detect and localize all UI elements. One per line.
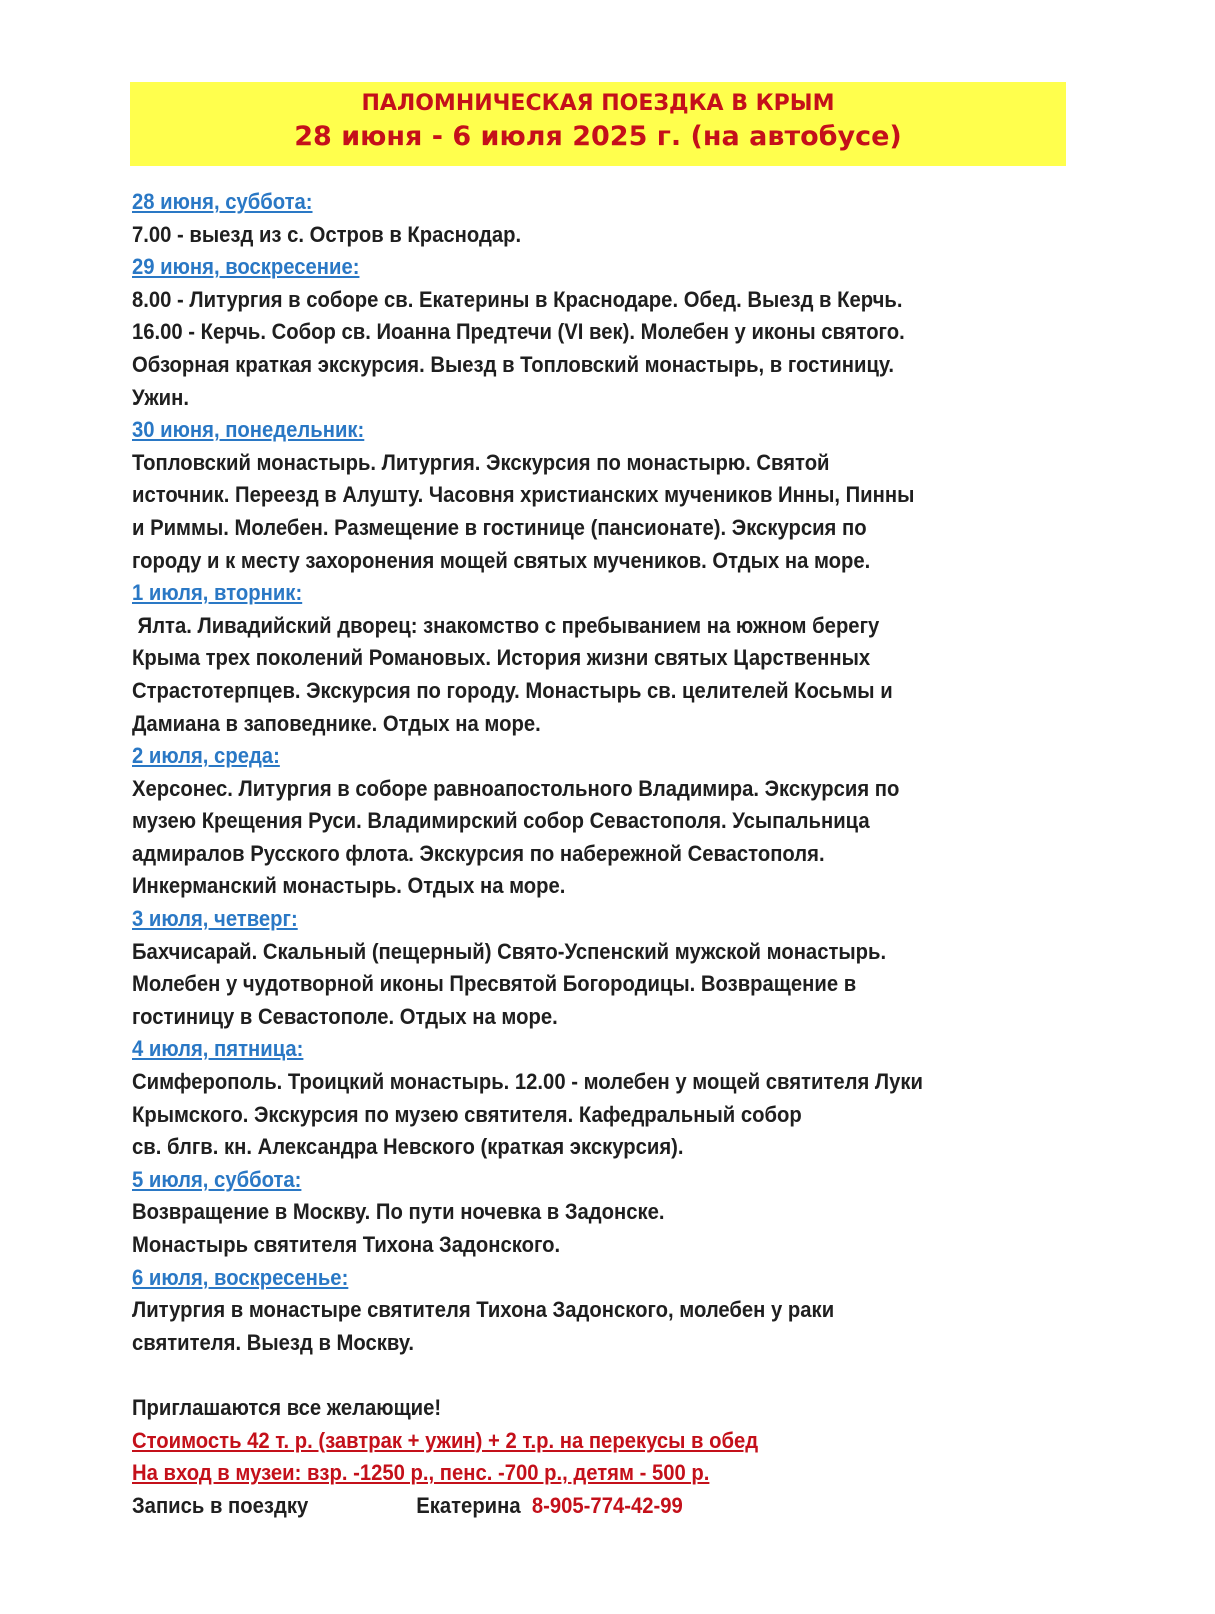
day-description-line: Топловский монастырь. Литургия. Экскурсия по монастырю. Святой xyxy=(132,449,830,475)
day-description-line: св. блгв. кн. Александра Невского (краткая экскурсия). xyxy=(132,1134,684,1160)
day-description-line: адмиралов Русского флота. Экскурсия по набережной Севастополя. xyxy=(132,840,825,866)
day-description-line: 16.00 - Керчь. Собор св. Иоанна Предтечи (VI век). Молебен у иконы святого. xyxy=(132,319,905,345)
day-description-line: Херсонес. Литургия в соборе равноапостольного Владимира. Экскурсия по xyxy=(132,775,900,801)
signup-prefix: Запись в поездку xyxy=(132,1492,309,1518)
day-heading: 6 июля, воскресенье: xyxy=(132,1264,349,1290)
invite-text: Приглашаются все желающие! xyxy=(132,1394,442,1420)
schedule-body xyxy=(132,186,978,1522)
page-title: ПАЛОМНИЧЕСКАЯ ПОЕЗДКА В КРЫМ xyxy=(361,91,835,116)
day-description-line: Страстотерпцев. Экскурсия по городу. Монастырь св. целителей Косьмы и xyxy=(132,677,893,703)
day-description-line: источник. Переезд в Алушту. Часовня христианских мучеников Инны, Пинны xyxy=(132,482,915,508)
day-description-line: Молебен у чудотворной иконы Пресвятой Богородицы. Возвращение в xyxy=(132,971,857,997)
day-heading: 2 июля, среда: xyxy=(132,743,280,769)
day-description-line: Обзорная краткая экскурсия. Выезд в Топловский монастырь, в гостиницу. xyxy=(132,351,895,377)
day-description-line: 8.00 - Литургия в соборе св. Екатерины в Краснодаре. Обед. Выезд в Керчь. xyxy=(132,286,903,312)
day-description-line: Монастырь святителя Тихона Задонского. xyxy=(132,1232,561,1257)
day-description-line: гостиницу в Севастополе. Отдых на море. xyxy=(132,1003,558,1029)
redacted-area xyxy=(308,1496,416,1518)
day-heading: 1 июля, вторник: xyxy=(132,580,303,606)
day-description-line: Симферополь. Троицкий монастырь. 12.00 - молебен у мощей святителя Луки xyxy=(132,1069,923,1095)
day-description-line: Крыма трех поколений Романовых. История жизни святых Царственных xyxy=(132,645,871,671)
day-heading: 3 июля, четверг: xyxy=(132,906,298,932)
day-description-line: Литургия в монастыре святителя Тихона Задонского, молебен у раки xyxy=(132,1297,835,1323)
price-line: Стоимость 42 т. р. (завтрак + ужин) + 2 т.р. на перекусы в обед xyxy=(132,1427,759,1453)
signup-line xyxy=(132,1490,978,1523)
phone-number[interactable]: 8-905-774-42-99 xyxy=(531,1492,683,1518)
day-description-line: святителя. Выезд в Москву. xyxy=(132,1329,414,1355)
day-description-line: городу и к месту захоронения мощей святых мучеников. Отдых на море. xyxy=(132,547,871,573)
day-heading: 4 июля, пятница: xyxy=(132,1036,304,1062)
title-banner xyxy=(130,82,1066,166)
day-description-line: Крымского. Экскурсия по музею святителя. Кафедральный собор xyxy=(132,1101,802,1127)
day-description-line: Инкерманский монастырь. Отдых на море. xyxy=(132,873,566,899)
day-heading: 28 июня, суббота: xyxy=(132,189,313,214)
day-description-line: Дамиана в заповеднике. Отдых на море. xyxy=(132,710,541,736)
day-description-line: Возвращение в Москву. По пути ночевка в Задонске. xyxy=(132,1199,665,1225)
day-description-line: Ужин. xyxy=(132,384,189,410)
day-heading: 5 июля, суббота: xyxy=(132,1166,302,1192)
day-description-line: Ялта. Ливадийский дворец: знакомство с пребыванием на южном берегу xyxy=(132,612,880,638)
day-description-line: 7.00 - выезд из с. Остров в Краснодар. xyxy=(132,221,522,247)
day-description-line: музею Крещения Руси. Владимирский собор Севастополя. Усыпальница xyxy=(132,808,870,834)
spacer xyxy=(132,1359,978,1392)
day-heading: 30 июня, понедельник: xyxy=(132,417,365,443)
day-description-line: Бахчисарай. Скальный (пещерный) Свято-Успенский мужской монастырь. xyxy=(132,938,887,964)
museum-price-line: На вход в музеи: взр. -1250 р., пенс. -700 р., детям - 500 р. xyxy=(132,1460,710,1486)
day-description-line: и Риммы. Молебен. Размещение в гостинице (пансионате). Экскурсия по xyxy=(132,514,867,540)
contact-name: Екатерина xyxy=(416,1492,521,1518)
trip-dates: 28 июня - 6 июля 2025 г. (на автобусе) xyxy=(294,121,902,152)
schedule-list xyxy=(132,186,978,1359)
day-heading: 29 июня, воскресение: xyxy=(132,254,360,280)
